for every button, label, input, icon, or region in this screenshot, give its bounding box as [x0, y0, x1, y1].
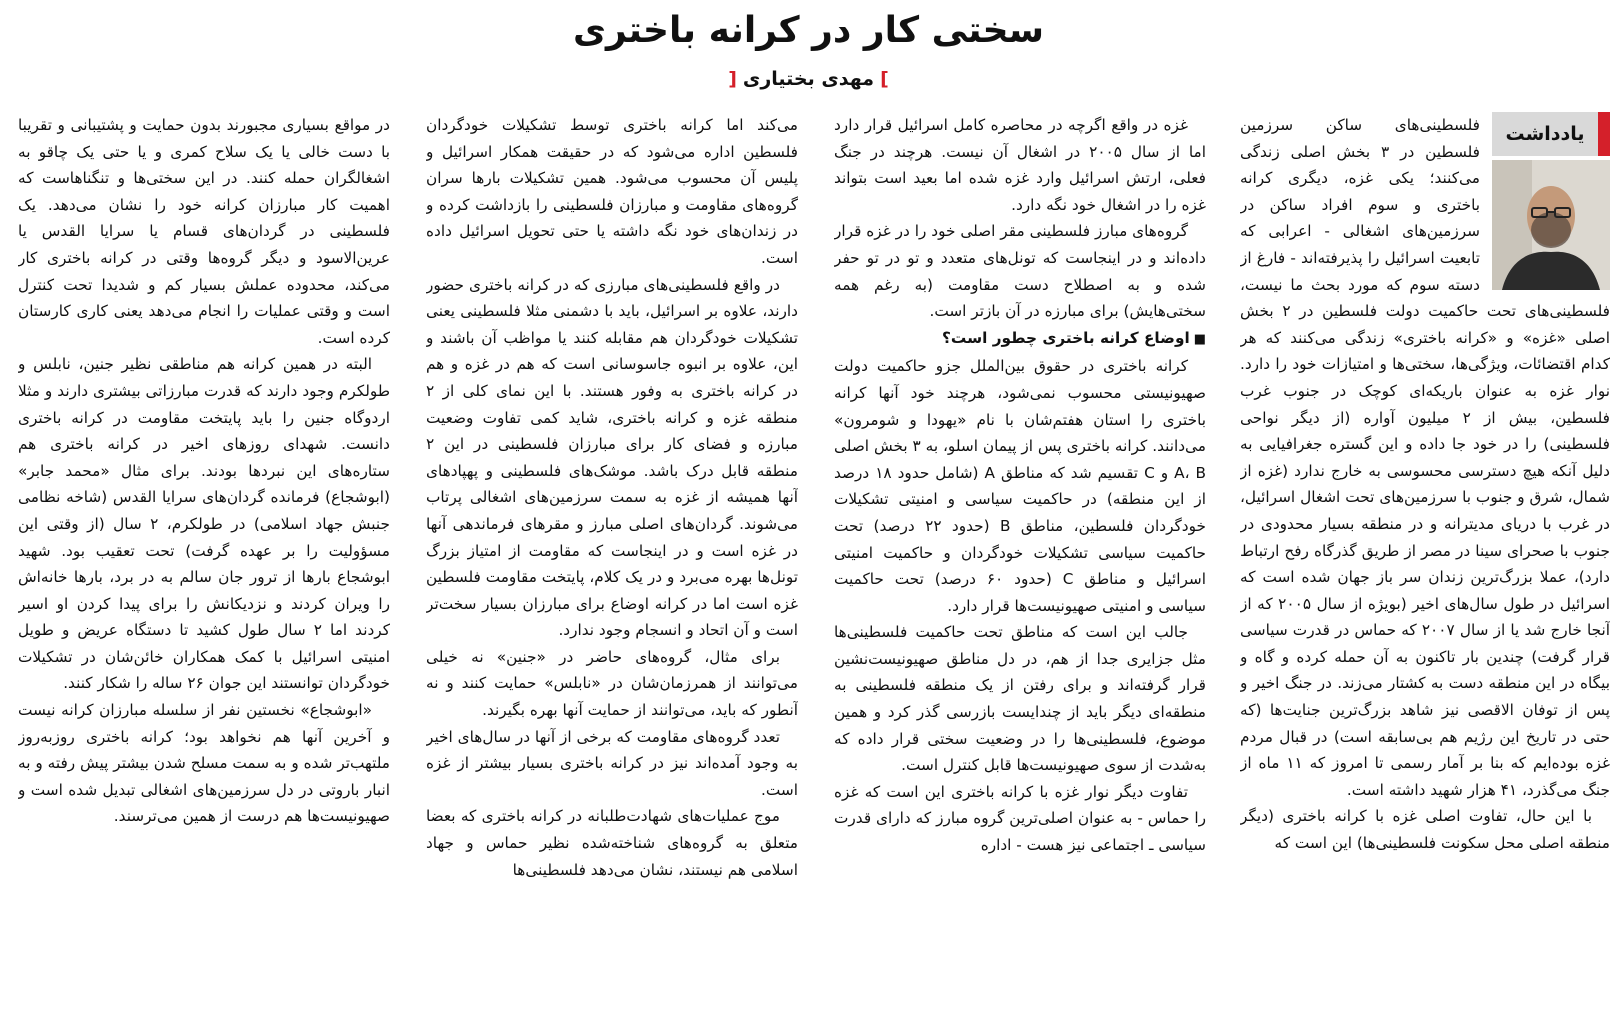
paragraph: «ابوشجاع» نخستین نفر از سلسله مبارزان کرانه نیست و آخرین آنها هم نخواهد بود؛ کرانه باختری روزبه‌روز ملتهب‌تر شده و به سمت مسلح شدن بیشتر پیش رفته و به انبار باروتی در دل سرزمین‌های اشغالی تبدیل شده است و صهیونیست‌ها هم درست از همین می‌ترسند.: [18, 701, 390, 826]
paragraph: موج عملیات‌های شهادت‌طلبانه در کرانه باختری که بعضا متعلق به گروه‌های شناخته‌شده نظیر حماس و جهاد اسلامی هم نیستند، نشان می‌دهد فلسطینی‌ها: [426, 807, 798, 879]
subheading-text: اوضاع کرانه باختری چطور است؟: [942, 328, 1190, 347]
note-label: یادداشت: [1492, 112, 1598, 156]
note-accent-flag: [1598, 112, 1610, 156]
note-section-tag: [1492, 112, 1610, 156]
subheading: [834, 325, 1206, 354]
article-column-3: [426, 112, 798, 1027]
paragraph: غزه در واقع اگرچه در محاصره کامل اسرائیل قرار دارد اما از سال ۲۰۰۵ در اشغال آن نیست. هرچند در جنگ فعلی، ارتش اسرائیل وارد غزه شده اما بعید است بتواند غزه را در اشغال خود نگه دارد.: [834, 116, 1206, 214]
byline-author: مهدی بختیاری: [742, 68, 875, 90]
headline: سختی کار در کرانه باختری: [572, 10, 1045, 51]
article-column-4: [18, 112, 390, 1027]
byline-bracket-left: [: [728, 68, 737, 90]
article-column-2: [834, 112, 1206, 1027]
paragraph: در مواقع بسیاری مجبورند بدون حمایت و پشتیبانی و تقریبا با دست خالی یا یک سلاح کمری و یا حتی یک چاقو به اشغالگران حمله کنند. در این سختی‌ها و تنگناهاست که اهمیت کار مبارزان کرانه خود را نشان می‌دهد. یک فلسطینی در گردان‌های قسام یا سرایا القدس یا عرین‌الاسود و دیگر گروه‌ها وقتی در کرانه باختری کار می‌کند، محدوده عملش بسیار کم و شدیدا تحت کنترل است و وقتی عملیات را انجام می‌دهد یعنی کاری کارستان کرده است.: [18, 116, 390, 347]
paragraph: تعدد گروه‌های مقاومت که برخی از آنها در سال‌های اخیر به وجود آمده‌اند نیز در کرانه باختری بسیار بیشتر از غزه است.: [426, 727, 798, 799]
paragraph: البته در همین کرانه هم مناطقی نظیر جنین، نابلس و طولکرم وجود دارند که قدرت مبارزاتی بیشتری دارند و مثلا اردوگاه جنین را باید پایتخت مقاومت در کرانه باختری دانست. شهدای روزهای اخیر در کرانه باختری هم ستاره‌های این نبردها بودند. برای مثال «محمد جابر» (ابوشجاع) فرمانده گردان‌های سرایا القدس (شاخه نظامی جنبش جهاد اسلامی) در طولکرم، ۲ سال (از وقتی این مسؤولیت را بر عهده گرفت) تحت تعقیب بود. شهید ابوشجاع بارها از ترور جان سالم به در برد، بارها خانه‌اش را ویران کردند و نزدیکانش را برای پیدا کردن او اسیر کردند اما ۲ سال طول کشید تا دستگاه عریض و طویل امنیتی اسرائیل با کمک همکاران خائن‌شان در تشکیلات خودگردان توانستند این جوان ۲۶ ساله را شکار کنند.: [18, 355, 390, 693]
paragraph: جالب این است که مناطق تحت حاکمیت فلسطینی‌ها مثل جزایری جدا از هم، در دل مناطق صهیونیست‌نشین قرار گرفته‌اند و برای رفتن از یک منطقه فلسطینی به منطقه‌ای دیگر باید از چندایست بازرسی گذر کرد و همین موضوع، فلسطینی‌ها را در وضعیت سختی قرار داده که به‌شدت از سوی صهیونیست‌ها قابل کنترل است.: [834, 623, 1206, 775]
paragraph: تفاوت دیگر نوار غزه با کرانه باختری این است که غزه را حماس - به عنوان اصلی‌ترین گروه مبارز که دارای قدرت سیاسی ـ اجتماعی نیز هست - اداره: [834, 782, 1206, 855]
article-column-1: [1240, 112, 1610, 1027]
byline: [0, 66, 1617, 92]
square-bullet-icon: ■: [1193, 331, 1206, 347]
author-photo: [1492, 160, 1610, 290]
paragraph: کرانه باختری در حقوق بین‌الملل جزو حاکمیت دولت صهیونیستی محسوب نمی‌شود، هرچند خود آنها کرانه باختری را استان هفتم‌شان با نام «یهودا و شومرون» می‌دانند. کرانه باختری پس از پیمان اسلو، به ۳ بخش اصلی A، B و C تقسیم شد که مناطق A (شامل حدود ۱۸ درصد از این منطقه) در حاکمیت سیاسی و امنیتی تشکیلات خودگردان فلسطین، مناطق B (حدود ۲۲ درصد) تحت حاکمیت سیاسی تشکیلات خودگردان و حاکمیت امنیتی اسرائیل و مناطق C (حدود ۶۰ درصد) تحت حاکمیت سیاسی و امنیتی صهیونیست‌ها قرار دارد.: [834, 357, 1206, 615]
paragraph: فلسطینی‌های ساکن سرزمین فلسطین در ۳ بخش اصلی زندگی می‌کنند؛ یکی غزه، دیگری کرانه باختری و سوم افراد ساکن در سرزمین‌های اشغالی - اعرابی که تابعیت اسرائیل را پذیرفته‌اند - فارغ از دسته سوم که مورد بحث ما نیست، فلسطینی‌های تحت حاکمیت دولت فلسطین در ۲ بخش اصلی «غزه» و «کرانه باختری» زندگی می‌کنند که هر کدام اقتضائات، ویژگی‌ها، سختی‌ها و امتیازات خود را دارد. نوار غزه به عنوان باریکه‌ای کوچک در جنوب غرب فلسطین، بیش از ۲ میلیون آواره (از دیگر نواحی فلسطینی) را در خود جا داده و این گستره جغرافیایی به دلیل آنکه هیچ دسترسی محسوسی به خارج ندارد (غزه از شمال، شرق و جنوب با سرزمین‌های تحت اشغال اسرائیل، در غرب با دریای مدیترانه و در منطقه بسیار محدودی در جنوب با صحرای سینا در مصر از طریق گذرگاه رفح ارتباط دارد)، عملا بزرگ‌ترین زندان سر باز جهان شده است که اسرائیل در طول سال‌های اخیر (بویژه از سال ۲۰۰۵ که از آنجا خارج شد یا از سال ۲۰۰۷ که حماس در قدرت سیاسی قرار گرفت) چندین بار تاکنون به آن حمله کرده و گاه و بیگاه در این منطقه دست به کشتار می‌زند. در جنگ اخیر و پس از توفان الاقصی نیز شاهد بزرگ‌ترین جنایت‌ها (که حتی در تاریخ این رژیم هم بی‌سابقه است) در قبال مردم غزه بوده‌ایم که بنا بر آمار رسمی تا امروز که ۱۱ ماه از جنگ می‌گذرد، ۴۱ هزار شهید داشته است.: [1240, 116, 1610, 799]
paragraph: با این حال، تفاوت اصلی غزه با کرانه باختری (دیگر منطقه اصلی محل سکونت فلسطینی‌ها) این است که: [1240, 807, 1610, 853]
paragraph: در واقع فلسطینی‌های مبارزی که در کرانه باختری حضور دارند، علاوه بر اسرائیل، باید با دشمنی مثلا فلسطینی یعنی تشکیلات خودگردان هم مقابله کنند یا مواظب آن باشند و این، علاوه بر انبوه جاسوسانی است که هم در غزه و هم در کرانه باختری به وفور هستند. با این نمای کلی از ۲ منطقه غزه و کرانه باختری، شاید کمی تفاوت وضعیت مبارزه و فضای کار برای مبارزان فلسطینی در این ۲ منطقه قابل درک باشد. موشک‌های فلسطینی و پهپادهای آنها همیشه از غزه به سمت سرزمین‌های اشغالی پرتاب می‌شوند. گردان‌های اصلی مبارز و مقرهای فرماندهی آنها در غزه است و در اینجاست که مقاومت از امتیاز بزرگ تونل‌ها بهره می‌برد و در یک کلام، پایتخت مقاومت فلسطین غزه است اما در کرانه اوضاع برای مبارزان بسیار سخت‌تر است و آن اتحاد و انسجام وجود ندارد.: [426, 275, 798, 640]
byline-bracket-right: ]: [880, 68, 889, 90]
paragraph: برای مثال، گروه‌های حاضر در «جنین» نه خیلی می‌توانند از همرزمان‌شان در «نابلس» حمایت کنند و نه آنطور که باید، می‌توانند از حمایت آنها بهره بگیرند.: [426, 647, 798, 720]
paragraph: می‌کند اما کرانه باختری توسط تشکیلات خودگردان فلسطین اداره می‌شود که در حقیقت همکار اسرائیل و پلیس آن محسوب می‌شود. همین تشکیلات بارها سران گروه‌های مقاومت و مبارزان فلسطینی را بازداشت کرده و در زندان‌های خود نگه داشته یا حتی تحویل اسرائیل داده است.: [426, 116, 798, 267]
paragraph: گروه‌های مبارز فلسطینی مقر اصلی خود را در غزه قرار داده‌اند و در اینجاست که تونل‌های متعدد و تو در تو حفر شده و به اصطلاح دست مقاومت (به رغم همه سختی‌هایش) برای مبارزه در آن بازتر است.: [834, 222, 1206, 321]
